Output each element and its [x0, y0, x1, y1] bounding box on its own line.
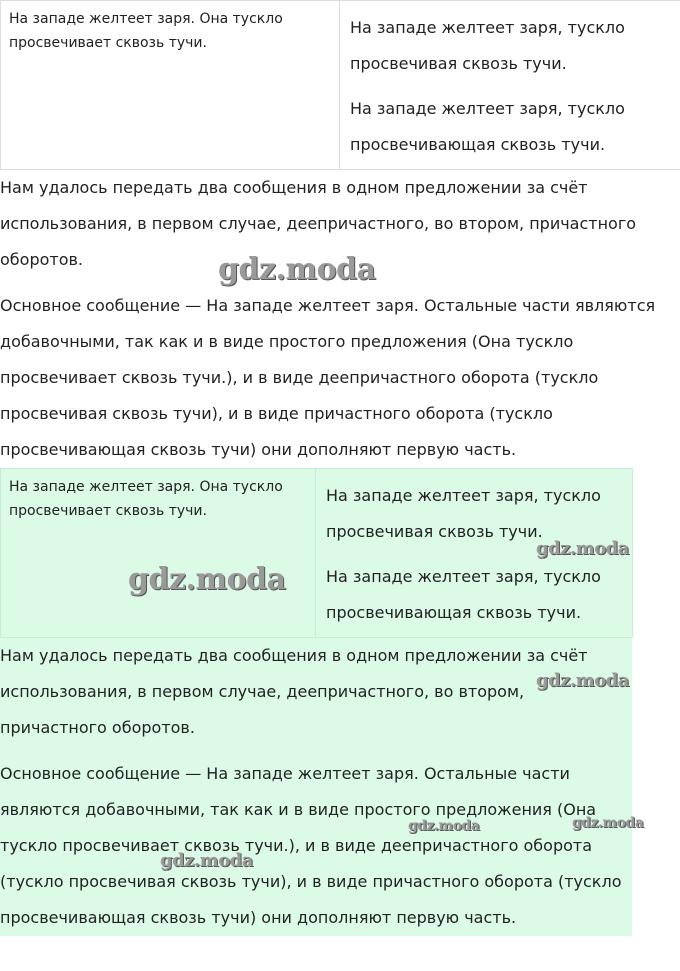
table-cell-original: На западе желтеет заря. Она тускло просвечивает сквозь тучи.: [1, 469, 316, 638]
table-cell-original: На западе желтеет заря. Она тускло просвечивает сквозь тучи.: [1, 1, 340, 170]
watermark-logo: gdz.moda: [128, 562, 286, 597]
variant-participial: На западе желтеет заря, тускло просвечивающая сквозь тучи.: [326, 567, 601, 622]
main-message-paragraph: Основное сообщение — На западе желтеет заря. Остальные части являются добавочными, так как и в виде простого предложения (Она тускло просвечивает сквозь тучи.), и в виде деепричастного оборота (тускло просвечивая сквозь тучи), и в виде причастного оборота (тускло просвечивающая сквозь тучи) они дополняют первую часть.: [0, 764, 622, 927]
table-cell-variants: [340, 1, 680, 170]
watermark-logo: gdz.moda: [218, 252, 376, 287]
table-cell-variants: [316, 469, 633, 638]
comparison-table: [0, 0, 680, 170]
answer-block-green: [0, 468, 644, 936]
variant-adverbial: На западе желтеет заря, тускло просвечивая сквозь тучи.: [350, 18, 625, 73]
watermark-logo: gdz.moda: [408, 818, 480, 834]
watermark-logo: gdz.moda: [536, 670, 629, 691]
explanation-paragraph: Нам удалось передать два сообщения в одном предложении за счёт использования, в первом случае, деепричастного, во втором, причастного оборотов.: [0, 178, 637, 269]
main-message-paragraph: Основное сообщение — На западе желтеет заря. Остальные части являются добавочными, так как и в виде простого предложения (Она тускло просвечивает сквозь тучи.), и в виде деепричастного оборота (тускло просвечивая сквозь тучи), и в виде причастного оборота (тускло просвечивающая сквозь тучи) они дополняют первую часть.: [0, 296, 656, 459]
watermark-logo: gdz.moda: [536, 538, 629, 559]
explanation-paragraph: Нам удалось передать два сообщения в одном предложении за счёт использования, в первом случае, деепричастного, во втором, причастного оборотов.: [0, 646, 588, 737]
variant-adverbial: На западе желтеет заря, тускло просвечивая сквозь тучи.: [326, 486, 601, 541]
watermark-logo: gdz.moda: [160, 850, 253, 871]
answer-block-top: [0, 0, 680, 458]
comparison-table: [0, 468, 633, 638]
variant-participial: На западе желтеет заря, тускло просвечивающая сквозь тучи.: [350, 99, 625, 154]
watermark-logo: gdz.moda: [572, 815, 644, 831]
